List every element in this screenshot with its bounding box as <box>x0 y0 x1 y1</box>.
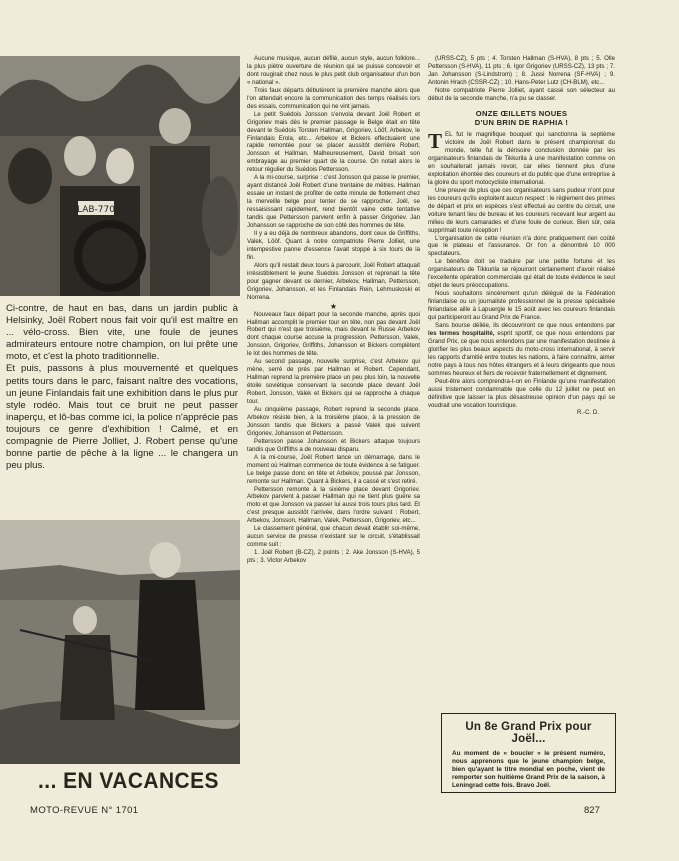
page-number: 827 <box>584 805 600 816</box>
license-plate: LAB-770 <box>77 205 115 215</box>
paragraph: Une preuve de plus que ces organisateurs sans pudeur n'ont pour les coureurs qu'ils exploitent aucun respect : le règlement des primes de départ et prix en espèces s'est effectué au centre du circuit, une voiture tenant lieu de bureau et les coureurs recevant leur argent au milieu de leurs camarades et d'une foule de curieux. Bien sûr, cela supprimait toute réception ! <box>428 186 615 234</box>
paragraph: Le bénéfice doit se traduire par une petite fortune et les organisateurs de Tikkurila se réjouiront certainement d'avoir réalisé l'excellente opération commerciale qui était de toute évidence le seul objet de leurs préoccupations. <box>428 258 615 290</box>
paragraph: L'organisation de cette réunion n'a donc pratiquement rien coûté que le plateau et l'assurance. Or l'on a dénombré 10 000 spectateurs. <box>428 234 615 258</box>
photo-caption <box>6 303 238 472</box>
caption-paragraph-1: Ci-contre, de haut en bas, dans un jardin public à Helsinky, Joël Robert nous fait voir qu'il est maître en ... vélo-cross. Bien vite, une foule de jeunes admirateurs entoure notre champion, on lui prête une moto, et c'est la photo traditionnelle. <box>6 303 238 363</box>
paragraph: Pettersson remonte à la sixième place devant Grigoriev. Arbekov parvient à passer Hallman qui ne tient plus guère sa moto et que Jonsson va passer lui aussi trois tours plus tard. Et c'est presque aussitôt l'arrivée, dans l'ordre suivant : Robert, Arbekov, Jonsson, Hallman, Valek, Pettersson, Grigoriev, etc... <box>247 485 420 525</box>
paragraph-text: EL fut le magnifique bouquet qui sanctionna la septième victoire de Joël Robert dans le présent championnat du monde, telle fut la dérisoire conclusion donnée par les organisateurs finlandais de Tikkurila à une manifestation comme on en souhaiterait jamais revoir, car elles tiennent plus d'une exploitation éhontée des coureurs et du public que d'une entreprise à la gloire du sport motocycliste international. <box>428 131 615 186</box>
paragraph: Nous souhaitons sincèrement qu'un délégué de la Fédération finlandaise ou un journaliste professionnel de la presse spécialisée finlandaise aille à Lapuergie le 15 août avec les coureurs finlandais qui participeront au Grand Prix de France. <box>428 290 615 322</box>
crowd-photo-illustration <box>0 56 240 296</box>
magazine-issue-footer: MOTO-REVUE N° 1701 <box>30 805 139 816</box>
paragraph-results-start: 1. Joël Robert (B-CZ), 2 points ; 2. Ake Jonsson (S-HVA), 5 pts ; 3. Victor Arbekov <box>247 549 420 565</box>
section-heading <box>428 109 615 127</box>
en-vacances-heading: ... EN VACANCES <box>38 768 219 793</box>
paragraph <box>428 322 615 378</box>
author-signature: R.-C. D. <box>576 409 599 417</box>
paragraph: Trois faux départs débutèrent la première manche alors que l'on attendait encore la communication des temps réalisés lors des essais, communication qui ne vint jamais. <box>247 86 420 110</box>
section-heading-line-1: ONZE ŒILLETS NOUES <box>475 108 568 118</box>
paragraph: A la mi-course, surprise : c'est Jonsson qui passe le premier, ayant distancé Joël Robert d'une trentaine de mètres. Hallman essaie un instant de profiter de cette minute de flottement chez la merveille belge pour tenter de se rapprocher. Joël, se ressaisissant rapidement, rend bientôt vaine cette tentative tandis que Pettersson parvient enfin à passer Grigoriev. Jan Johansson se rapproche de son côté des hommes de tête. <box>247 174 420 230</box>
section-heading-line-2: D'UN BRIN DE RAPHIA ! <box>474 117 569 127</box>
text-run: Sans bourse déliée, ils découvriront ce que nous entendons par <box>435 322 615 329</box>
paragraph: Le classement général, que chacun devait établir soi-même, aucun service de presse n'existant sur le circuit, s'établissait comme suit : <box>247 525 420 549</box>
fishing-photo-illustration <box>0 520 240 764</box>
paragraph: Peut-être alors comprendra-t-on en Finlande qu'une manifestation aussi tristement condamnable que celle du 12 juillet ne peut en définitive que laisser la plus désastreuse opinion d'un pays qui se voudrait une vocation touristique. <box>428 377 615 409</box>
photo-fishing <box>0 520 240 764</box>
photo-helsinki-crowd <box>0 56 240 296</box>
article-column-middle <box>247 55 420 565</box>
section-separator-star: ★ <box>329 301 338 311</box>
paragraph: Il y a eu déjà de nombreux abandons, dont ceux de Griffiths, Valek, Lööf. Quant à notre compatriote Pierre Jolliet, une intempestive panne d'essence l'avait stoppé à six tours de la fin. <box>247 229 420 261</box>
paragraph: Alors qu'il restait deux tours à parcourir, Joël Robert attaquait irrésistiblement le jeune Suédois Jonsson et reprenait la tête pour gagner devant ce dernier, Arbekov, Hallman, Pettersson, Grigoriev, Johansson, et les Finlandais Rein, Lehmuskoski et Norrena. <box>247 261 420 301</box>
article-column-right <box>428 55 615 417</box>
paragraph: Notre compatriote Pierre Jolliet, ayant cassé son sélecteur au début de la seconde manche, n'a pu se classer. <box>428 86 615 102</box>
dropcap-paragraph <box>428 131 615 187</box>
paragraph: Nouveaux faux départ pour la seconde manche, après quoi Hallman accomplit le premier tour en tête, non pas devant Joël Robert qui n'est que troisième, mais devant le Russe Arbekov dont chaque course accuse la progression. Pettersson, Valek, Jonsson, Grigoriev, Griffiths, Johansson et Bickers complètent le lot des hommes de tête. <box>247 310 420 358</box>
dropcap-letter: T <box>428 129 443 154</box>
text-run-bold: les termes hospitalité, <box>428 329 495 337</box>
paragraph: Pettersson passe Johansson et Bickers attaque toujours tandis que Griffiths a de nouveau disparu. <box>247 437 420 453</box>
paragraph: A la mi-course, Joël Robert lance un démarrage, dans le moment où Hallman commence de toute évidence à se fatiguer. Le belge passe donc en tête et Arbekov, poussé par Jonsson, remonte sur Hallman. Quant à Bickers, il a cassé et s'est retiré. <box>247 453 420 485</box>
text-run: esprit sportif, ce que nous entendons par Grand Prix, ce que nous entendons par une manifestation destinée à glorifier les plus beaux aspects du moto-cross international, à servir les rapports d'amitié entre toutes les nations, à faire connaître, aimer notre pays à tous nos hôtes étrangers et à leurs dirigeants que nous sommes heureux et fiers de recevoir fraternellement et dignement. <box>428 329 615 377</box>
news-box-text: Au moment de « boucler » le présent numéro, nous apprenons que le jeune champion belge, bien qu'ayant le titre mondial en poche, vient de remporter son huitième Grand Prix de la saison, à Leningrad cette fois. Bravo Joël. <box>452 750 605 789</box>
news-box <box>441 713 616 793</box>
paragraph: Le petit Suédois Jonsson s'envola devant Joël Robert et Grigoriev mais dès le premier passage le Belge était en tête devant le Suédois Torsten Hallman, Grigoriev, Lööf, Arbekov, le Finlandais Erola, etc... Arbekov et Bickers effectuaient une rapide remontée pour se placer aussitôt derrière Robert, Jonsson et Hallman. Malheureusement, David brisait son embrayage au premier quart de la course. On notait alors le retour régulier du Suédois Pettersson. <box>247 110 420 174</box>
news-box-title: Un 8e Grand Prix pour Joël... <box>465 721 592 745</box>
caption-paragraph-2: Et puis, passons à plus mouvementé et quelques petits tours dans le parc, faisant naître des vocations, un jeune Finlandais fait une exhibition dans le plus pur style rodéo. Mais tout ce bruit ne peut passer inaperçu, et lô-bas comme ici, la police n'apprécie pas toujours ce genre d'exhibition ! Calmé, et en compagnie de Pierre Jolliet, J. Robert pense qu'une bonne partie de pêche à la ligne ... le changera un peu plus. <box>6 363 238 472</box>
paragraph-results-continued: (URSS-CZ), 5 pts ; 4. Torsten Hallman (S-HVA), 8 pts ; 5. Olle Pettersson (S-HVA), 11 pts ; 6. Igor Grigoriev (URSS-CZ), 13 pts ; 7. Jan Johansson (S-Lindstrom) ; 8. Jussi Norrena (SF-HVA) ; 9. Antonin Hrach (CSSR-CZ) ; 10. Hans-Peter Lutz (CH-BLM), etc... <box>428 55 615 86</box>
paragraph: Aucune musique, aucun défilé, aucun style, aucun folklore... la plus piètre ouverture de réunion qui se puisse concevoir et dont rougirait chez nous le plus petit club organisateur d'un bon « national ». <box>247 55 420 86</box>
paragraph: Au cinquième passage, Robert reprend la seconde place. Arbekov résiste bien, à la troisième place, à la pression de Jonsson tandis que Bickers a passé Valek que suivent Grigoriev, Johansson et Pettersson. <box>247 405 420 437</box>
paragraph: Au second passage, nouvelle surprise, c'est Arbekov qui mène, serré de près par Hallman et Robert. Cependant, Hallman reprend la première place un peu plus loin, la nouvelle étoile soviétique conservant la seconde place devant Joël Robert, Jonsson, Valek et Bickers qui se rapproche à chaque tour. <box>247 358 420 406</box>
